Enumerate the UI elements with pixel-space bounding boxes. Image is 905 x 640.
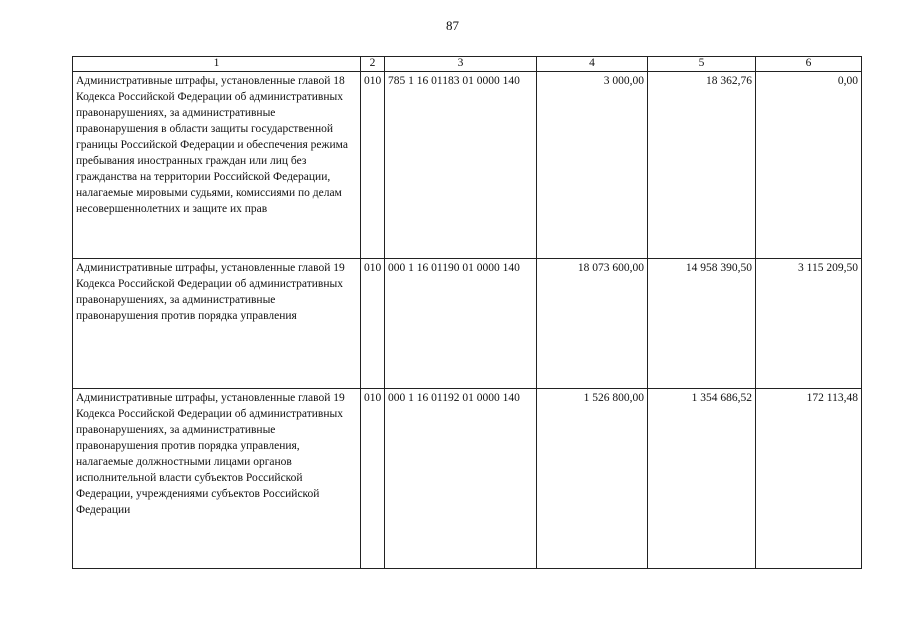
table-row xyxy=(73,259,862,389)
row-admin-code: 010 xyxy=(361,259,385,389)
row-admin-code: 010 xyxy=(361,389,385,569)
row-kbk-code: 000 1 16 01192 01 0000 140 xyxy=(385,389,537,569)
row-kbk-code: 000 1 16 01190 01 0000 140 xyxy=(385,259,537,389)
column-header-5: 5 xyxy=(648,57,756,72)
row-value-6: 172 113,48 xyxy=(756,389,862,569)
budget-table xyxy=(72,56,862,569)
row-value-4: 1 526 800,00 xyxy=(537,389,648,569)
page-number: 87 xyxy=(446,18,459,33)
row-kbk-code: 785 1 16 01183 01 0000 140 xyxy=(385,72,537,259)
row-value-4: 18 073 600,00 xyxy=(537,259,648,389)
row-description: Административные штрафы, установленные главой 18 Кодекса Российской Федерации об административных правонарушениях, за административные правонарушения в области защиты государственной границы Российской Федерации и обеспечения режима пребывания иностранных граждан или лиц без гражданства на территории Российской Федерации, налагаемые мировыми судьями, комиссиями по делам несовершеннолетних и защите их прав xyxy=(73,72,361,259)
column-header-2: 2 xyxy=(361,57,385,72)
row-value-6: 0,00 xyxy=(756,72,862,259)
row-value-5: 14 958 390,50 xyxy=(648,259,756,389)
row-admin-code: 010 xyxy=(361,72,385,259)
table-header-row xyxy=(73,57,862,72)
column-header-6: 6 xyxy=(756,57,862,72)
column-header-4: 4 xyxy=(537,57,648,72)
table-row xyxy=(73,72,862,259)
row-description: Административные штрафы, установленные главой 19 Кодекса Российской Федерации об административных правонарушениях, за административные правонарушения против порядка управления, налагаемые должностными лицами органов исполнительной власти субъектов Российской Федерации, учреждениями субъектов Российской Федерации xyxy=(73,389,361,569)
row-value-5: 18 362,76 xyxy=(648,72,756,259)
row-description: Административные штрафы, установленные главой 19 Кодекса Российской Федерации об административных правонарушениях, за административные правонарушения против порядка управления xyxy=(73,259,361,389)
table-row xyxy=(73,389,862,569)
row-value-6: 3 115 209,50 xyxy=(756,259,862,389)
row-value-5: 1 354 686,52 xyxy=(648,389,756,569)
column-header-3: 3 xyxy=(385,57,537,72)
column-header-1: 1 xyxy=(73,57,361,72)
row-value-4: 3 000,00 xyxy=(537,72,648,259)
